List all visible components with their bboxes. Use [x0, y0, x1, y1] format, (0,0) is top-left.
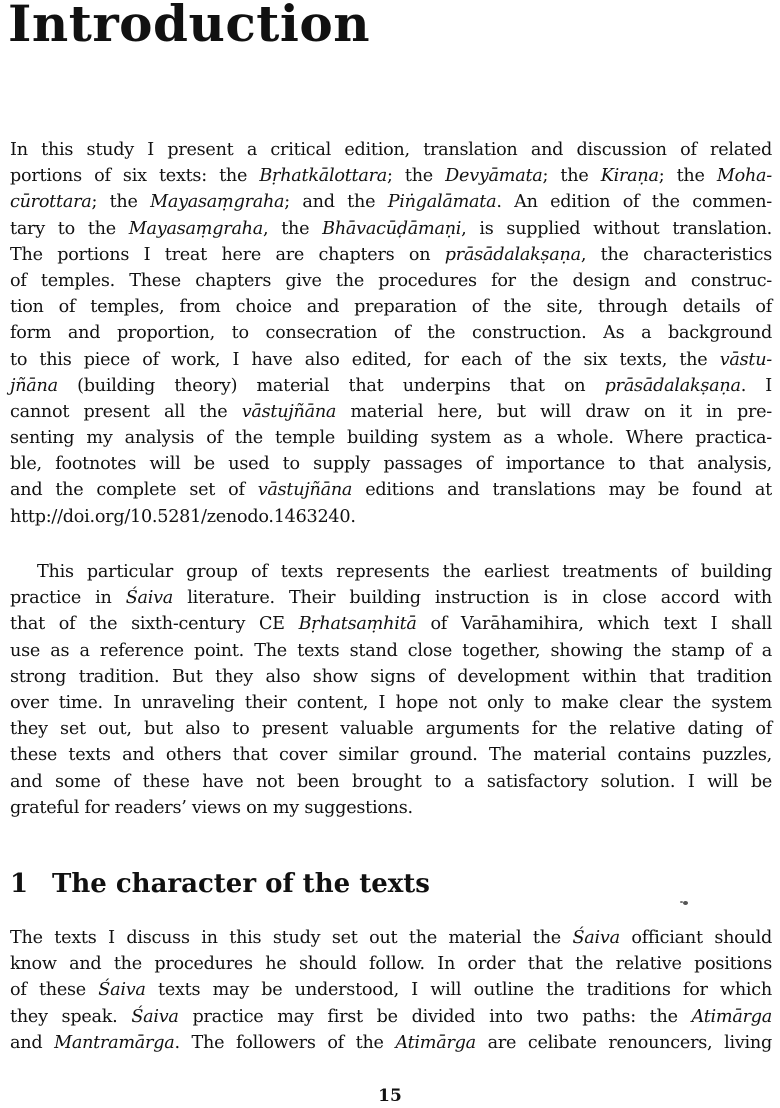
- text-line: these texts and others that cover similar ground. The material contains puzzles,: [10, 745, 772, 766]
- section-number: 1: [10, 869, 29, 899]
- text-line: tary to the Mayasaṃgraha, the Bhāvacūḍāmaṇi, is supplied without translation.: [10, 218, 773, 239]
- text-line: grateful for readers’ views on my suggestions.: [10, 797, 413, 818]
- text-line: portions of six texts: the Bṛhatkālottara; the Devyāmata; the Kiraṇa; the Moha-: [10, 166, 772, 187]
- text-line: over time. In unraveling their content, I hope not only to make clear the system: [10, 692, 772, 713]
- text-line: strong tradition. But they also show signs of development within that tradition: [10, 666, 772, 687]
- text-line: of these Śaiva texts may be understood, I will outline the traditions for which: [10, 980, 772, 1001]
- text-line: The texts I discuss in this study set out the material the Śaiva officiant should: [10, 928, 772, 948]
- text-line: http://doi.org/10.5281/zenodo.1463240.: [10, 506, 356, 527]
- text-line: This particular group of texts represents the earliest treatments of building: [37, 562, 772, 582]
- text-line: The portions I treat here are chapters on prāsādalakṣaṇa, the characteristics: [10, 244, 772, 265]
- page-number: 15: [378, 1086, 402, 1106]
- text-line: they set out, but also to present valuable arguments for the relative dating of: [10, 719, 772, 740]
- text-line: jñāna (building theory) material that underpins that on prāsādalakṣaṇa. I: [10, 375, 773, 396]
- section-heading: [10, 867, 430, 901]
- text-line: tion of temples, from choice and preparation of the site, through details of: [10, 297, 772, 318]
- text-line: to this piece of work, I have also edited, for each of the six texts, the vāstu-: [10, 349, 772, 370]
- text-line: ble, footnotes will be used to supply passages of importance to that analysis,: [10, 454, 772, 475]
- paragraph-text-group: [10, 559, 772, 821]
- text-line: they speak. Śaiva practice may first be divided into two paths: the Atimārga: [10, 1006, 772, 1027]
- text-line: and Mantramārga. The followers of the Atimārga are celibate renouncers, living: [10, 1032, 772, 1053]
- text-line: and the complete set of vāstujñāna editions and translations may be found at: [10, 480, 772, 501]
- text-line: of temples. These chapters give the procedures for the design and construc-: [10, 270, 772, 291]
- text-line: practice in Śaiva literature. Their building instruction is in close accord with: [10, 588, 772, 609]
- text-line: senting my analysis of the temple building system as a whole. Where practica-: [10, 428, 772, 449]
- scan-speck-mark: [683, 901, 688, 905]
- text-line: cannot present all the vāstujñāna material here, but will draw on it in pre-: [10, 401, 772, 422]
- page-title: Introduction: [8, 0, 371, 53]
- text-line: know and the procedures he should follow. In order that the relative positions: [10, 954, 772, 975]
- paragraph-intro: [10, 137, 772, 530]
- text-line: form and proportion, to consecration of the construction. As a background: [10, 323, 772, 344]
- text-line: cūrottara; the Mayasaṃgraha; and the Piṅgalāmata. An edition of the commen-: [10, 192, 772, 213]
- text-line: In this study I present a critical edition, translation and discussion of related: [10, 140, 772, 160]
- text-line: and some of these have not been brought to a satisfactory solution. I will be: [10, 771, 772, 792]
- text-line: that of the sixth-century CE Bṛhatsaṃhitā of Varāhamihira, which text I shall: [10, 614, 772, 635]
- paragraph-character-of-texts: [10, 925, 772, 1056]
- section-title: The character of the texts: [52, 869, 430, 899]
- text-line: use as a reference point. The texts stand close together, showing the stamp of a: [10, 640, 772, 661]
